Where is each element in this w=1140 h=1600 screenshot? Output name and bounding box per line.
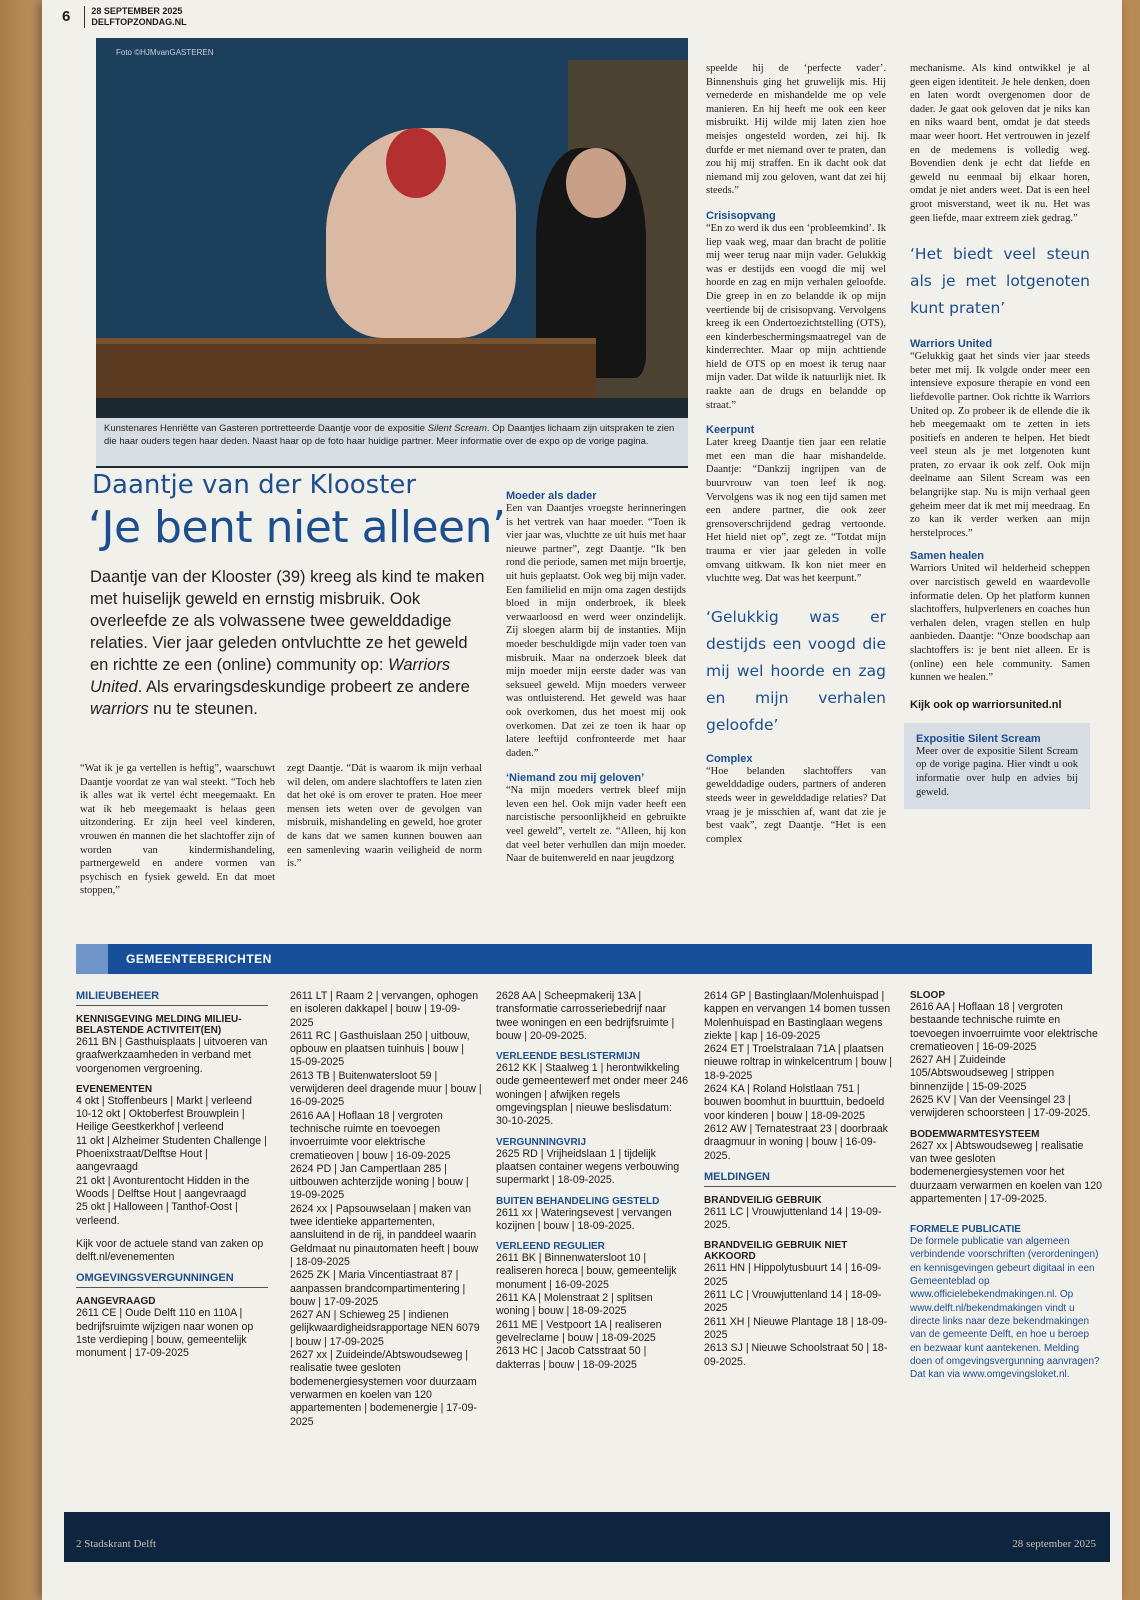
header-site: DELFTOPZONDAG.NL xyxy=(91,17,187,27)
subhead-crisis: Crisisopvang xyxy=(706,209,776,222)
entry-scheepmakerij: 2628 AA | Scheepmakerij 13A | transformatie carrosseriebedrijf naar twee woningen en een bedrijfsruimte | bouw | 20-09-2025. xyxy=(496,990,675,1042)
paragraph-vader: speelde hij de ‘perfecte vader’. Binnenshuis ging het gruwelijk mis. Hij vernederde en mishandelde me op vele manieren. En hij heeft me ook een keer misbruikt. Hij wilde mij laten zien hoe meisjes ongesteld worden, zei hij. Ik durfde er met niemand over te praten, dan zou hij mij straffen. En ik dacht ook dat niemand mij zou geloven, want dat zei hij steeds.” xyxy=(706,63,886,197)
head-brandveilig: BRANDVEILIG GEBRUIK xyxy=(704,1194,822,1206)
head-milieubeheer: MILIEUBEHEER xyxy=(76,990,268,1006)
photo-table xyxy=(96,338,596,398)
paragraph-samen: Warriors United wil helderheid scheppen over narcistisch geweld en waardevolle informatie delen. Op het platform kunnen slachtoffers, hulpverleners en coaches hun verhalen delen, vragen stellen en hulp aanbieden. Daantje: “Onze boodschap aan slachtoffers is: je bent niet alleen. Er is (online) een hele community. Samen kunnen we healen.” xyxy=(910,563,1090,684)
gemeenteberichten-banner xyxy=(76,944,1092,974)
entry-beslistermijn: 2612 KK | Staalweg 1 | herontwikkeling oude gemeentewerf met onder meer 246 woningen | afwijken regels omgevingsplan | nieuwe beslisdatum: 30-10-2025. xyxy=(496,1062,688,1128)
head-sloop: SLOOP xyxy=(910,990,946,1001)
subhead-complex: Complex xyxy=(706,752,753,765)
article-col-4 xyxy=(706,62,886,846)
page-header xyxy=(62,6,187,36)
evenementen-link[interactable]: Kijk voor de actuele stand van zaken op delft.nl/evenementen xyxy=(76,1237,264,1264)
pull-quote-1: ‘Gelukkig was er destijds een voogd die mij wel hoorde en zag en mijn verhalen geloofde’ xyxy=(706,607,886,734)
photo-partner-head xyxy=(566,148,626,218)
page-footer xyxy=(64,1512,1110,1562)
entry-bodemwarmte: 2627 xx | Abtswoudseweg | realisatie van twee gesloten bodemenergiesystemen voor het duurzaam verwarmen en koelen van 120 appartementen | 17-09-2025. xyxy=(910,1139,1102,1205)
banner-square xyxy=(76,944,108,974)
article-col-2: zegt Daantje. “Dát is waarom ik mijn verhaal wil delen, om andere slachtoffers te laten zien dat het oké is om erover te praten. Hoe meer mensen iets weten over de gevolgen van misbruik, mishandeling en geweld, hoe groter de kans dat we samen kunnen bouwen aan een samenleving waarin veiligheid de norm is.” xyxy=(287,763,482,870)
head-beslistermijn: VERLEENDE BESLISTERMIJN xyxy=(496,1051,640,1063)
entry-kennisgeving: 2611 BN | Gasthuisplaats | uitvoeren van graafwerkzaamheden in verband met voorgenomen vergroening. xyxy=(76,1036,268,1075)
gemeente-col-3 xyxy=(496,990,688,1378)
expo-box xyxy=(904,723,1090,809)
subhead-warriors: Warriors United xyxy=(910,338,993,351)
article-col-1: “Wat ik je ga vertellen is heftig”, waarschuwt Daantje voordat ze van wal steekt. “Toch heb ik alles wat ik vertel écht meegemaakt. En wat ik heb meegemaakt is helaas geen uitzondering. Er zijn heel veel kinderen, vrouwen én mannen die het slachtoffer zijn of worden van kindermishandeling, partnergeweld en andere vormen van psychisch en fysiek geweld. En dat moet stoppen,” xyxy=(80,763,275,897)
header-date: 28 SEPTEMBER 2025 xyxy=(91,6,183,16)
expo-text: Meer over de expositie Silent Scream op de vorige pagina. Hier vindt u ook informatie over hulp en advies bij geweld. xyxy=(916,745,1078,798)
entries-brandveilig-niet: 2611 HN | Hippolytusbuurt 14 | 16-09-2025 2611 LC | Vrouwjuttenland 14 | 18-09-2025 2611 XH | Nieuwe Plantage 18 | 18-09-2025 2613 SJ | Nieuwe Schoolstraat 50 | 18-09-2025. xyxy=(704,1262,888,1368)
page-number: 6 xyxy=(62,8,71,25)
paragraph-complex: “Hoe belanden slachtoffers van gewelddadige ouders, partners of anderen steeds weer in gewelddadige relaties? Dat vraag je je misschien af, want dat zie je best vaak”, zegt Daantje. “Het is een complex xyxy=(706,765,886,845)
head-brandveilig-niet: BRANDVEILIG GEBRUIK NIET AKKOORD xyxy=(704,1240,848,1263)
photo-caption: Kunstenares Henriëtte van Gasteren portretteerde Daantje voor de expositie Silent Scream. Op Daantjes lichaam zijn uitspraken te zien die haar ouders tegen haar deden. Naast haar op de foto haar huidige partner. Meer informatie over de expo op de vorige pagina. xyxy=(96,418,688,466)
gemeente-col-2: 2611 LT | Raam 2 | vervangen, ophogen en isoleren dakkapel | bouw | 19-09-2025 2611 RC | Gasthuislaan 250 | uitbouw, opbouw en plaatsen tuinhuis | bouw | 15-09-2025 2613 TB | Buitenwatersloot 59 | verwijderen deel dragende muur | bouw | 16-09-2025 2616 AA | Hoflaan 18 | vergroten technische ruimte en toevoegen invoerruimte voor elektrische crematieoven | bouw | 16-09-2025 2624 PD | Jan Campertlaan 285 | uitbouwen achterzijde woning | bouw | 19-09-2025 2624 xx | Papsouwselaan | maken van twee identieke appartementen, aansluitend in de rij, in panddeel waarin Geldmaat nu pinautomaten heeft | bouw | 18-09-2025 2625 ZK | Maria Vincentiastraat 87 | aanpassen brandcompartimentering | bouw | 17-09-2025 2627 AN | Schieweg 25 | indienen gelijkwaardigheidsrapportage NEN 6079 | bouw | 17-09-2025 2627 xx | Zuideinde/Abtswoudseweg | realisatie twee gesloten bodemenergiesystemen voor duurzaam verwarmen en koelen van 120 appartementen | bodemenergie | 17-09-2025 xyxy=(290,990,482,1428)
head-bodemwarmte: BODEMWARMTESYSTEEM xyxy=(910,1128,1040,1140)
banner-title: GEMEENTEBERICHTEN xyxy=(126,952,272,966)
subhead-moeder: Moeder als dader xyxy=(506,490,597,502)
footer-right: 28 september 2025 xyxy=(1012,1538,1096,1550)
gemeente-col-4 xyxy=(704,990,896,1375)
gemeente-col-5 xyxy=(910,990,1102,1381)
head-meldingen: MELDINGEN xyxy=(704,1171,896,1187)
subhead-samen: Samen healen xyxy=(910,550,984,563)
entries-verleend-regulier: 2611 BK | Binnenwatersloot 10 | realiseren horeca | bouw, gemeentelijk monument | 16-09-2025 2611 KA | Molenstraat 2 | splitsen woning | bouw | 18-09-2025 2611 ME | Vestpoort 1A | realiseren gevelreclame | bouw | 18-09-2025 2613 HC | Jacob Catsstraat 50 | dakterras | bouw | 18-09-2025 xyxy=(496,1252,677,1371)
head-formele-publicatie: FORMELE PUBLICATIE xyxy=(910,1224,1021,1236)
photo-credit: Foto ©HJMvanGASTEREN xyxy=(116,48,214,57)
article-kicker: Daantje van der Klooster xyxy=(92,470,417,500)
head-vergunningvrij: VERGUNNINGVRIJ xyxy=(496,1136,587,1148)
entry-buiten-behandeling: 2611 xx | Wateringsevest | vervangen kozijnen | bouw | 18-09-2025. xyxy=(496,1206,672,1232)
article-intro: Daantje van der Klooster (39) kreeg als kind te maken met huiselijk geweld en ernstig misbruik. Ook overleefde ze als volwassene twee gewelddadige relaties. Vier jaar geleden ontvluchtte ze het geweld en richtte ze een (online) community op: Warriors United. Als ervaringsdeskundige probeert ze andere warriors nu te steunen. xyxy=(90,568,485,718)
warriors-link[interactable]: Kijk ook op warriorsunited.nl xyxy=(910,698,1062,711)
head-omgevingsvergunningen: OMGEVINGSVERGUNNINGEN xyxy=(76,1272,268,1288)
article-photo xyxy=(96,38,688,468)
expo-head: Expositie Silent Scream xyxy=(916,732,1041,745)
article-title: ‘Je bent niet alleen’ xyxy=(88,502,506,553)
subhead-niemand: ‘Niemand zou mij geloven’ xyxy=(506,772,645,785)
head-buiten-behandeling: BUITEN BEHANDELING GESTELD xyxy=(496,1195,660,1207)
paragraph-niemand: “Na mijn moeders vertrek bleef mijn leven een hel. Ook mijn vader heeft een narcistische persoonlijkheid en gebruikte veel geweld”, vertelt ze. “Alleen, hij kon dat veel beter verhullen dan mijn moeder. Naar de buitenwereld en naar jeugdzorg xyxy=(506,785,686,865)
article-col-5 xyxy=(910,62,1090,809)
text-formele-publicatie: De formele publicatie van algemeen verbindende voorschriften (verordeningen) en kennisgevingen gebeurt digitaal in een Gemeenteblad op www.officielebekendmakingen.nl. Op www.delft.nl/bekendmakingen vindt u directe links naar deze bekendmakingen van de gemeente Delft, en hoe u beroep en bezwaar kunt aantekenen. Melding doen of omgevingsvergunning aanvragen? Dat kan via www.omgevingsloket.nl. xyxy=(910,1236,1100,1381)
paragraph-crisis: “En zo werd ik dus een ‘probleemkind’. Ik liep vaak weg, maar dan bracht de politie mij weer terug naar mijn vader. Gelukkig was er destijds een voogd die mij wel hoorde en zag en mijn verhalen geloofde. Die greep in en zo belandde ik op mijn veertiende bij de crisisopvang. Vervolgens kreeg ik een Ondertoezichtstelling (OTS), een kinderbeschermingsmaatregel van de kinderrechter. Maar op mijn achttiende hield de OTS op en moest ik terug naar mijn vader. Dat wilde ik natuurlijk niet. Ik raakte aan de drugs en belandde op straat.” xyxy=(706,222,886,411)
pull-quote-2: ‘Het biedt veel steun als je met lotgenoten kunt praten’ xyxy=(910,245,1090,318)
head-evenementen: EVENEMENTEN xyxy=(76,1083,153,1095)
entries-evenementen: 4 okt | Stoffenbeurs | Markt | verleend 10-12 okt | Oktoberfest Brouwplein | Heilige Geestkerkhof | verleend 11 okt | Alzheimer Studenten Challenge | Phoenixstraat/Delftse Hout | aangevraagd 21 okt | Avonturentocht Hidden in the Woods | Delftse Hout | aangevraagd 25 okt | Halloween | Tanthof-Oost | verleend. xyxy=(76,1094,267,1227)
paragraph-mechanisme: mechanisme. Als kind ontwikkel je al geen eigen identiteit. Je hele denken, doen en laten wordt overgenomen door de dader. Je gaat ook geloven dat je niks kan en niks waard bent, omdat je dat steeds maar weer hoort. Het vertrouwen in jezelf en de medemens is volledig weg. Bovendien denk je echt dat liefde en geweld nu eenmaal bij elkaar horen, omdat je niet anders weet. Dat is een heel groot misverstand, weet ik nu. Het was geen liefde, maar extreem ziek gedrag.” xyxy=(910,63,1090,224)
paragraph-keerpunt: Later kreeg Daantje tien jaar een relatie met een man die haar mishandelde. Daantje: “Dankzij ingrijpen van de buurvrouw van toen leef ik nog. Vervolgens was ik nog een tijd samen met een andere partner, die ook zeer grensoverschrijdend gedrag vertoonde. Het hield niet op”, zegt ze. “Totdat mijn trauma er vier jaar geleden in volle omvang uitkwam. Ik kon niet meer en vluchtte weg. Dat was het keerpunt.” xyxy=(706,437,886,585)
table-background xyxy=(0,0,42,1600)
paragraph-moeder: Een van Daantjes vroegste herinneringen is het vertrek van haar moeder. “Toen ik vier jaar was, vluchtte ze uit huis met haar nieuwe partner”, zegt Daantje. “Ik ben rond die periode, samen met mijn broertje, uit huis geplaatst. Ook weg bij mijn vader. Een familielid en mijn oma zagen destijds bloed in mijn onderbroek, ik bleek verwaarloosd en werd weer onzindelijk. Zij sloegen alarm bij de instanties. Mijn moeder beschuldigde mijn vader toen van misbruik. Maar na onderzoek bleek dat mijn moeder mijn eerste dader was van seksueel geweld. Mijn moeders verweer was ontluisterend. Het geweld was haar ook overkomen, dus het moest mij ook overkomen. Dat zei ze toen ik haar op latere leeftijd confronteerde met haar daden.” xyxy=(506,503,686,759)
footer-left: 2 Stadskrant Delft xyxy=(76,1538,157,1550)
entry-aangevraagd: 2611 CE | Oude Delft 110 en 110A | bedrijfsruimte wijzigen naar wonen op 1ste verdieping | bouw, gemeentelijk monument | 17-09-2025 xyxy=(76,1307,254,1360)
article-col-3 xyxy=(506,484,686,866)
subhead-keerpunt: Keerpunt xyxy=(706,424,755,437)
head-aangevraagd: AANGEVRAAGD xyxy=(76,1296,156,1308)
entry-brandveilig: 2611 LC | Vrouwjuttenland 14 | 19-09-2025. xyxy=(704,1205,882,1232)
paragraph-warriors: “Gelukkig gaat het sinds vier jaar steeds beter met mij. Ik volgde onder meer een intensieve exposure therapie en vond een liefdevolle partner. Ook richtte ik Warriors United op. Zo probeer ik de ellende die ik heb meegemaakt om te zetten in iets positiefs en anderen te helpen. Het biedt veel steun als je met lotgenoten kunt praten, zo ervaar ik ook zelf. Ook mijn deelname aan Silent Scream was een belangrijke stap. Nu is mijn verhaal geen geheim meer dat ik met mij meedraag. En zo kan ik verder werken aan mijn herstelproces.” xyxy=(910,351,1090,539)
entries-sloop: 2616 AA | Hoflaan 18 | vergroten bestaande technische ruimte en toevoegen invoerruimte voor elektrische crematieoven | 16-09-2025 2627 AH | Zuideinde 105/Abtswoudseweg | strippen binnenzijde | 15-09-2025 2625 KV | Van der Veensingel 23 | verwijderen schoorsteen | 17-09-2025. xyxy=(910,1001,1098,1120)
head-verleend-regulier: VERLEEND REGULIER xyxy=(496,1241,605,1253)
entry-vergunningvrij: 2625 RD | Vrijheidslaan 1 | tijdelijk plaatsen container wegens verbouwing supermarkt | 18-09-2025. xyxy=(496,1147,680,1187)
head-kennisgeving: KENNISGEVING MELDING MILIEU-BELASTENDE ACTIVITEIT(EN) xyxy=(76,1014,242,1036)
gemeente-col-1 xyxy=(76,990,268,1367)
photo-red-hair xyxy=(386,128,446,198)
entries-bouw: 2614 GP | Bastinglaan/Molenhuispad | kappen en vervangen 14 bomen tussen Molenhuispad en Bastinglaan wegens ziekte | kap | 16-09-2025 2624 ET | Troelstralaan 71A | plaatsen nieuwe roltrap in winkelcentrum | bouw | 18-9-2025 2624 KA | Roland Holstlaan 751 | bouwen boomhut in buurttuin, bedoeld voor kinderen | bouw | 18-09-2025 2612 AW | Ternatestraat 23 | doorbraak draagmuur in woning | bouw | 16-09-2025. xyxy=(704,990,893,1162)
